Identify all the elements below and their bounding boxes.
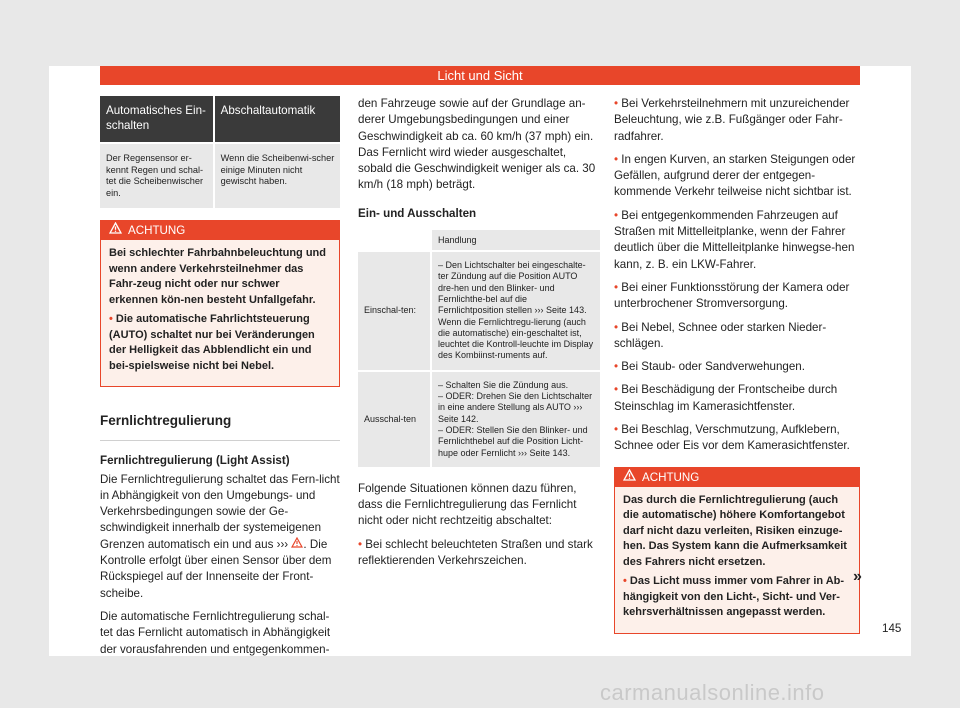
warning-bullet: • Die automatische Fahrlichtsteuerung (AUTO) schaltet nur bei Veränderungen der Helligkeit das Abblendlicht ein und bei-spielsweise nicht bei Nebel.	[109, 313, 315, 372]
section-heading: Ein- und Ausschalten	[358, 206, 477, 220]
warning-body	[615, 487, 859, 633]
table-cell-auto-off: Wenn die Scheibenwi-scher einige Minuten nicht gewischt haben.	[214, 143, 340, 208]
switch-table	[358, 230, 600, 467]
continue-mark: »	[853, 568, 862, 585]
paragraph: den Fahrzeuge sowie auf der Grundlage an-derer Umgebungsbedingungen und einer Geschwindigkeit ab ca. 60 km/h (37 mph) ein. Das Fernlicht wird wieder ausgeschaltet, sobald die Geschwindigkeit weniger als ca. 30 km/h (18 mph) beträgt.	[358, 97, 596, 192]
bullet-icon: •	[109, 313, 116, 325]
warning-header	[101, 221, 339, 240]
warning-bullet: • Das Licht muss immer vom Fahrer in Ab-hängigkeit von den Licht-, Sicht- und Ver-kehrsverhältnissen angepasst werden.	[623, 575, 845, 619]
table-row-label-off: Ausschal-ten	[358, 371, 431, 467]
list-item: • Bei Beschädigung der Frontscheibe durch Steinschlag im Kamerasichtfenster.	[614, 383, 838, 413]
warning-text: Bei schlechter Fahrbahnbeleuchtung und wenn andere Verkehrsteilnehmer das Fahr-zeug nicht oder nur schwer erkennen kön-nen besteht Unfallgefahr.	[109, 247, 326, 306]
column-left	[100, 96, 340, 665]
warning-header	[615, 468, 859, 487]
table-header-empty	[358, 230, 431, 251]
section-subtitle: Fernlichtregulierung (Light Assist)	[100, 454, 290, 468]
paragraph: Die automatische Fernlichtregulierung schal-tet das Fernlicht automatisch in Abhängigkeit der vorausfahrenden und entgegenkommen-	[100, 609, 331, 656]
warning-triangle-icon	[109, 221, 122, 240]
warning-triangle-icon	[291, 538, 303, 551]
column-right	[614, 96, 860, 634]
list-item: • Bei Nebel, Schnee oder starken Nieder-schlägen.	[614, 320, 827, 350]
table-row-text-off: – Schalten Sie die Zündung aus. – ODER: Drehen Sie den Lichtschalter in eine andere Stellung als AUTO ››› Seite 142. – ODER: Stellen Sie den Blinker- und Fernlichthebel auf die Position Licht-hupe oder Fernlicht ››› Seite 143.	[431, 371, 600, 467]
table-row-label-on: Einschal-ten:	[358, 251, 431, 371]
warning-box	[614, 467, 860, 634]
table-header-auto-off: Abschaltautomatik	[214, 96, 340, 143]
section-title: Fernlichtregulierung	[100, 413, 340, 441]
bullet-icon: •	[623, 575, 630, 588]
list-item: • Bei Staub- oder Sandverwehungen.	[614, 360, 805, 374]
paragraph: Die Fernlichtregulierung schaltet das Fern-licht in Abhängigkeit von den Umgebungs- und Verkehrsbedingungen sowie der Ge-schwindigkeit innerhalb der systemeigenen Grenzen automatisch ein und aus ››› . Die Kontrolle erfolgt über einen Sensor über dem Rückspiegel auf der Innenseite der Front-scheibe.	[100, 472, 340, 600]
warning-text: Das durch die Fernlichtregulierung (auch die automatische) höhere Komfortangebot darf nicht dazu verleiten, Risiken einzuge-hen. Das System kann die Aufmerksamkeit des Fahrers nicht ersetzen.	[623, 493, 847, 568]
paragraph: Folgende Situationen können dazu führen, dass die Fernlichtregulierung das Fernlicht nicht oder nicht rechtzeitig abschaltet:	[358, 481, 577, 528]
warning-body	[101, 240, 339, 386]
wiper-automation-table	[100, 96, 340, 208]
list-item: • Bei Beschlag, Verschmutzung, Aufklebern, Schnee oder Eis vor dem Kamerasichtfenster.	[614, 423, 850, 453]
table-cell-auto-on: Der Regensensor er-kennt Regen und schal-tet die Scheibenwischer ein.	[100, 143, 214, 208]
table-header-auto-on: Automatisches Ein-schalten	[100, 96, 214, 143]
table-row-text-on: – Den Lichtschalter bei eingeschalte-ter Zündung auf die Position AUTO dre-hen und den Blinker- und Fernlichthe-bel auf die Fernlichtposition stellen ››› Seite 143. Wenn die Fernlichtregu-lierung (auch die automatische) ein-geschaltet ist, leuchtet die Kontroll-leuchte im Display des Kombiinst-ruments auf.	[431, 251, 600, 371]
list-item: • Bei entgegenkommenden Fahrzeugen auf Straßen mit Mittelleitplanke, wenn der Fahrer deutlich über die Mittelleitplanke hinwegse-hen kann, z. B. ein LKW-Fahrer.	[614, 208, 855, 271]
warning-triangle-icon	[623, 468, 636, 487]
page-header: Licht und Sicht	[100, 66, 860, 85]
page-number: 145	[882, 622, 902, 635]
warning-box	[100, 220, 340, 387]
list-item: • Bei schlecht beleuchteten Straßen und stark reflektierenden Verkehrszeichen.	[358, 537, 593, 568]
warning-label: ACHTUNG	[642, 470, 700, 484]
list-item: • Bei Verkehrsteilnehmern mit unzureichender Beleuchtung, wie z.B. Fußgänger oder Fahr-radfahrer.	[614, 97, 850, 143]
bullet-icon: •	[358, 537, 366, 551]
table-header-action: Handlung	[431, 230, 600, 251]
list-item: • Bei einer Funktionsstörung der Kamera oder unterbrochener Stromversorgung.	[614, 280, 850, 311]
column-middle	[358, 96, 600, 576]
list-item: • In engen Kurven, an starken Steigungen oder Gefällen, aufgrund derer der entgegen-kommende Verkehr teilweise nicht sichtbar ist.	[614, 152, 856, 199]
watermark: carmanualsonline.info	[600, 680, 825, 705]
warning-label: ACHTUNG	[128, 224, 186, 237]
